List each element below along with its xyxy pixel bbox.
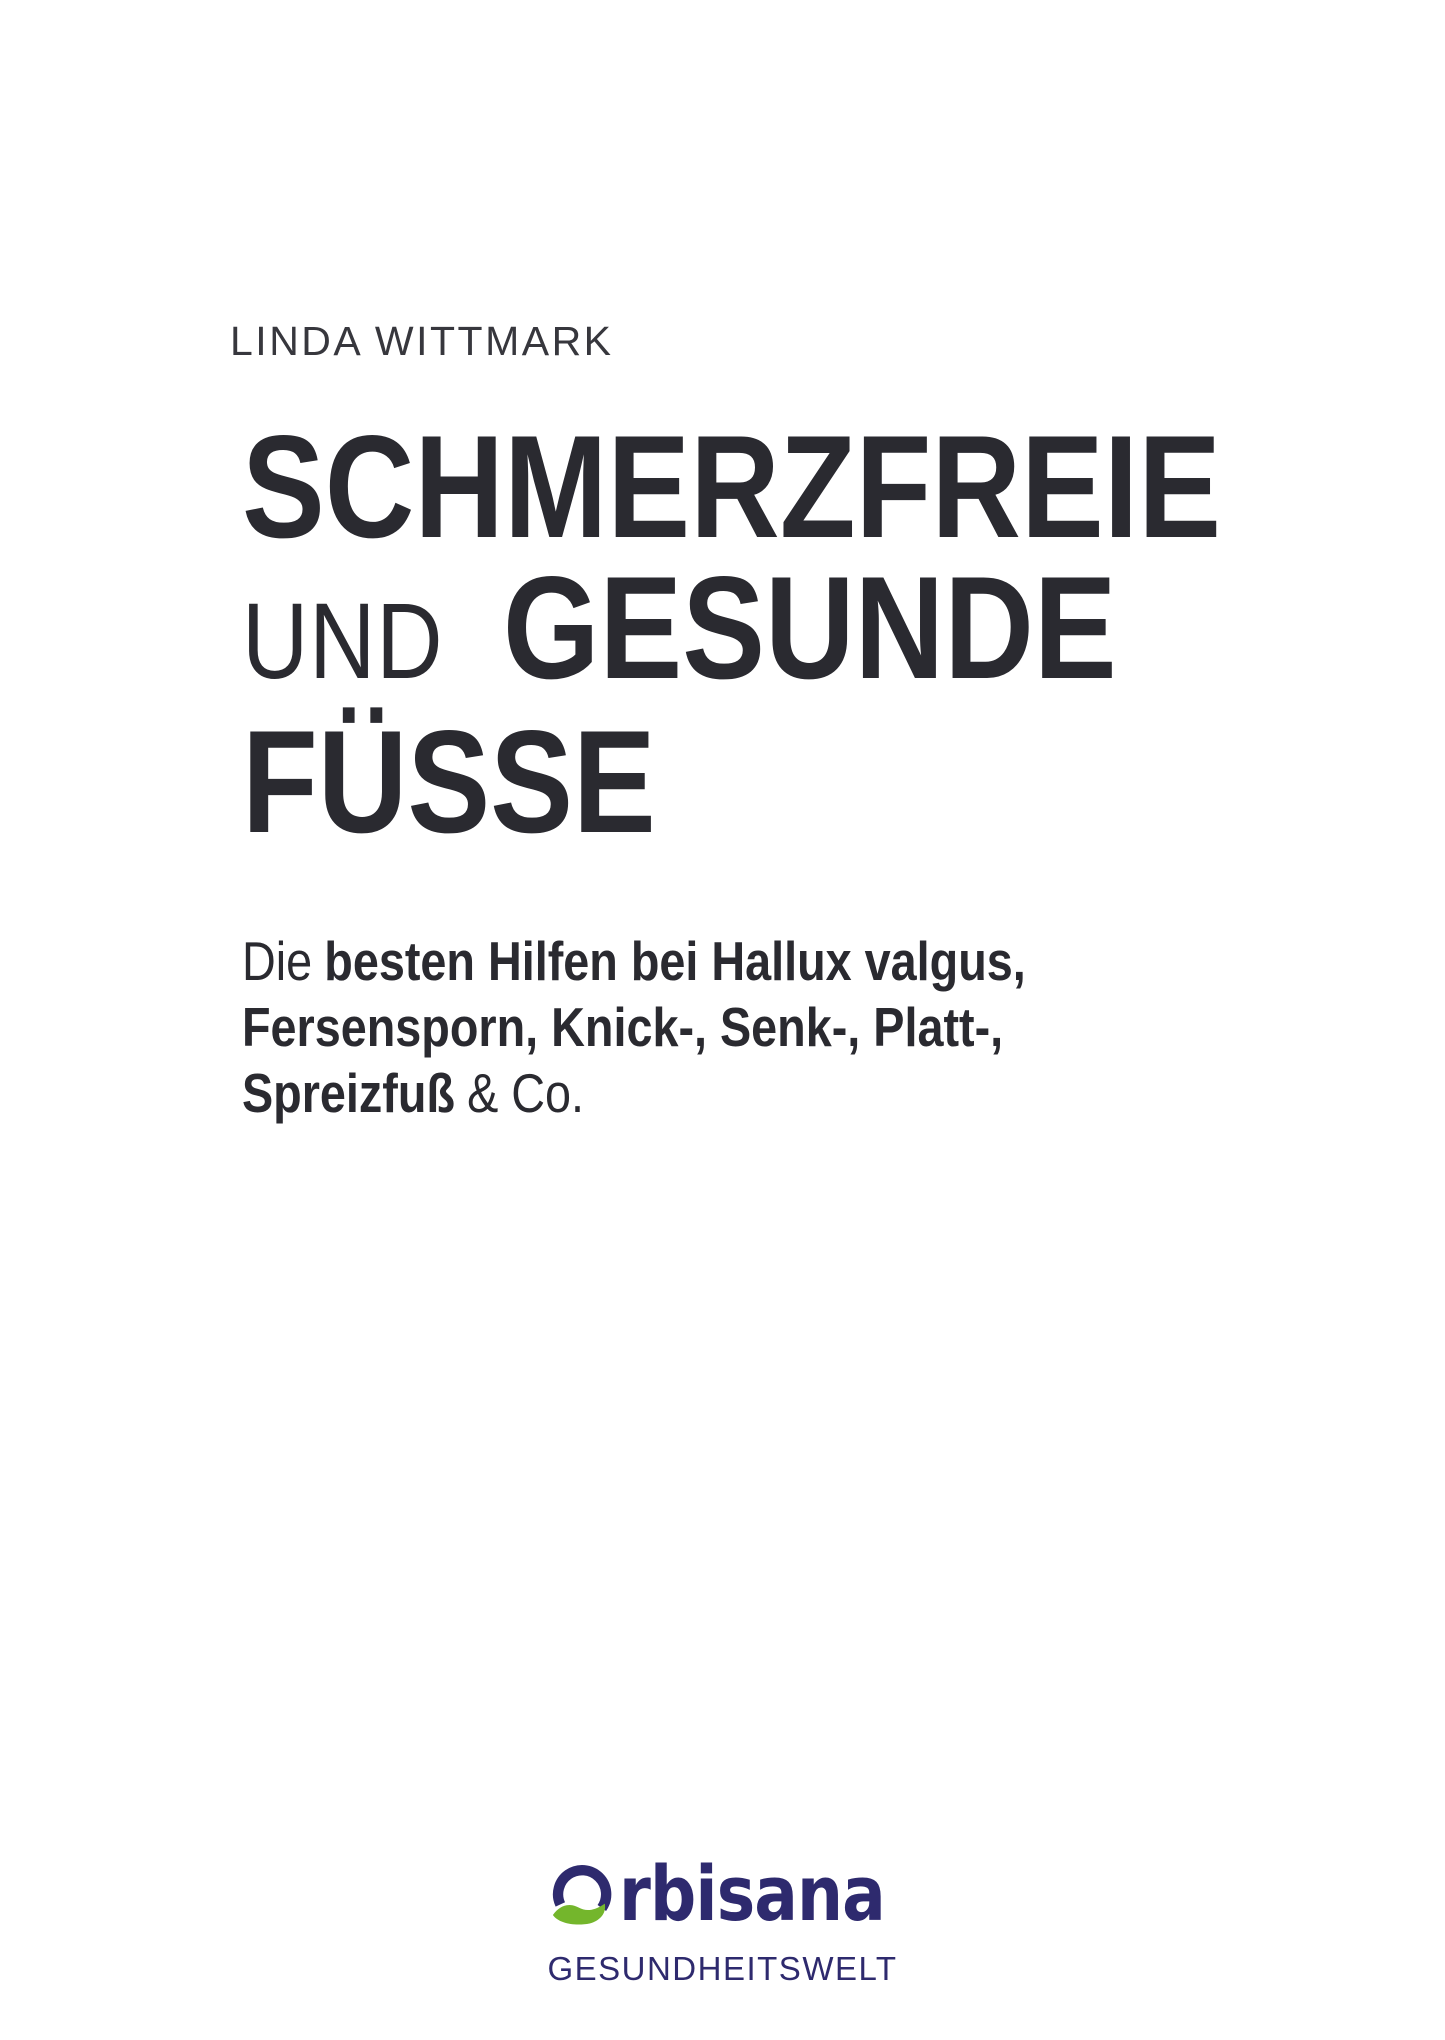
logo-tagline: GESUNDHEITSWELT: [547, 1950, 898, 1987]
subtitle-line-3: [242, 1060, 1026, 1126]
title-line-3: FÜSSE: [242, 700, 656, 863]
orbisana-o-icon: [551, 1863, 617, 1933]
orbisana-brand-rest: rbisana: [618, 1849, 885, 1938]
title-line-1: SCHMERZFREIE: [242, 405, 1222, 568]
orbisana-logo: [0, 1849, 1445, 1988]
title-line-2-emphasis: GESUNDE: [502, 546, 1117, 709]
subtitle-line-2: Fersensporn, Knick-, Senk-, Platt-,: [242, 996, 1004, 1058]
book-title: [242, 405, 1222, 863]
author-name: LINDA WITTMARK: [230, 318, 614, 364]
book-subtitle: [242, 928, 1026, 1126]
subtitle-line-3-tail: & Co.: [467, 1062, 585, 1124]
orbisana-wordmark-text: [618, 1849, 895, 1938]
title-conjunction: UND: [242, 580, 444, 701]
orbisana-wordmark: [0, 1849, 1445, 1938]
title-line-2: [242, 546, 1221, 711]
subtitle-line-1-lead: Die: [242, 930, 313, 992]
subtitle-line-3-emphasis: Spreizfuß: [242, 1062, 455, 1124]
subtitle-line-1: [242, 928, 1026, 994]
subtitle-line-1-emphasis: besten Hilfen bei Hallux valgus,: [324, 930, 1026, 992]
